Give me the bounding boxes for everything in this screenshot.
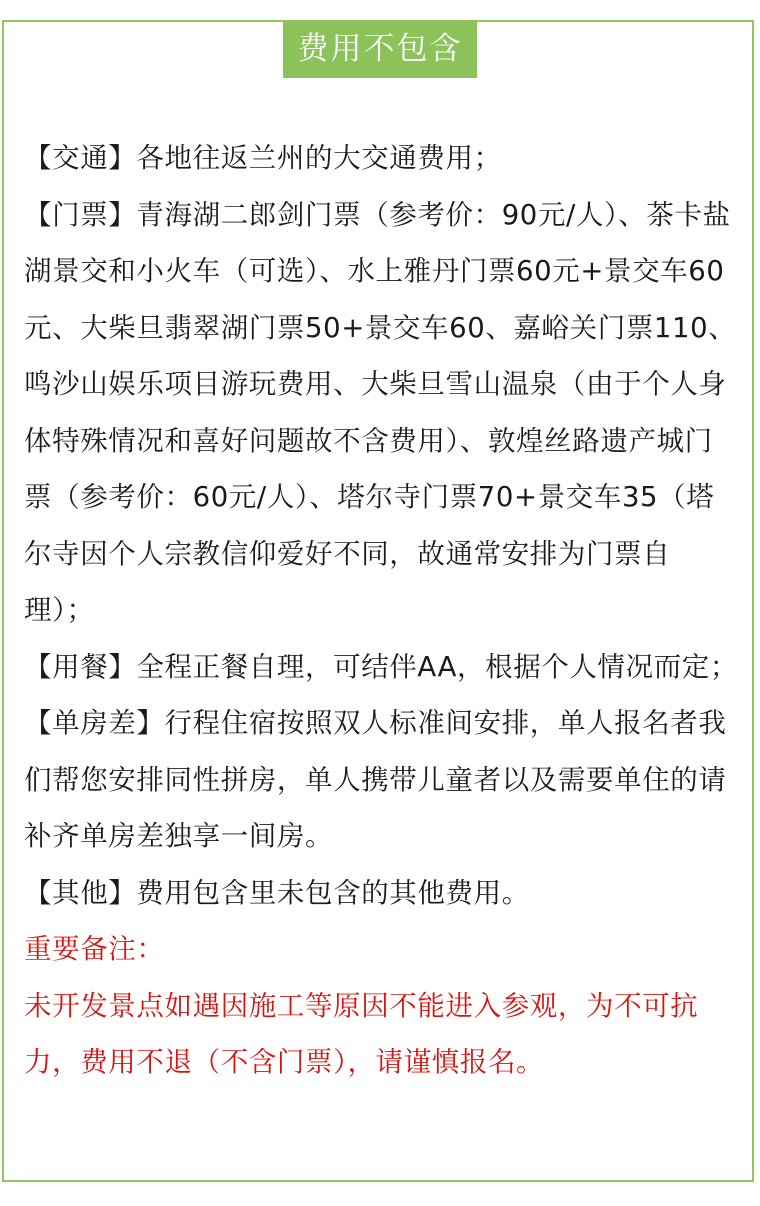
item-other: 【其他】费用包含里未包含的其他费用。 [24, 876, 530, 909]
item-single-room: 【单房差】行程住宿按照双人标准间安排，单人报名者我们帮您安排同性拼房，单人携带儿童者以及需要单住的请补齐单房差独享一间房。 [24, 707, 727, 852]
item-tickets: 【门票】青海湖二郎剑门票（参考价：90元/人）、茶卡盐湖景交和小火车（可选）、水上雅丹门票60元+景交车60元、大柴旦翡翠湖门票50+景交车60、嘉峪关门票110、鸣沙山娱乐项目游玩费用、大柴旦雪山温泉（由于个人身体特殊情况和喜好问题故不含费用）、敦煌丝路遗产城门票（参考价：60元/人）、塔尔寺门票70+景交车35（塔尔寺因个人宗教信仰爱好不同，故通常安排为门票自理）； [24, 198, 737, 626]
item-transport: 【交通】各地往返兰州的大交通费用； [24, 142, 502, 174]
section-title-badge: 费用不包含 [283, 20, 477, 78]
item-meals: 【用餐】全程正餐自理，可结伴AA，根据个人情况而定； [24, 650, 738, 683]
important-note-body: 未开发景点如遇因施工等原因不能进入参观，为不可抗力，费用不退（不含门票），请谨慎报名。 [24, 989, 699, 1078]
fee-exclusions-body [24, 130, 740, 1091]
important-note-heading: 重要备注： [24, 933, 165, 965]
